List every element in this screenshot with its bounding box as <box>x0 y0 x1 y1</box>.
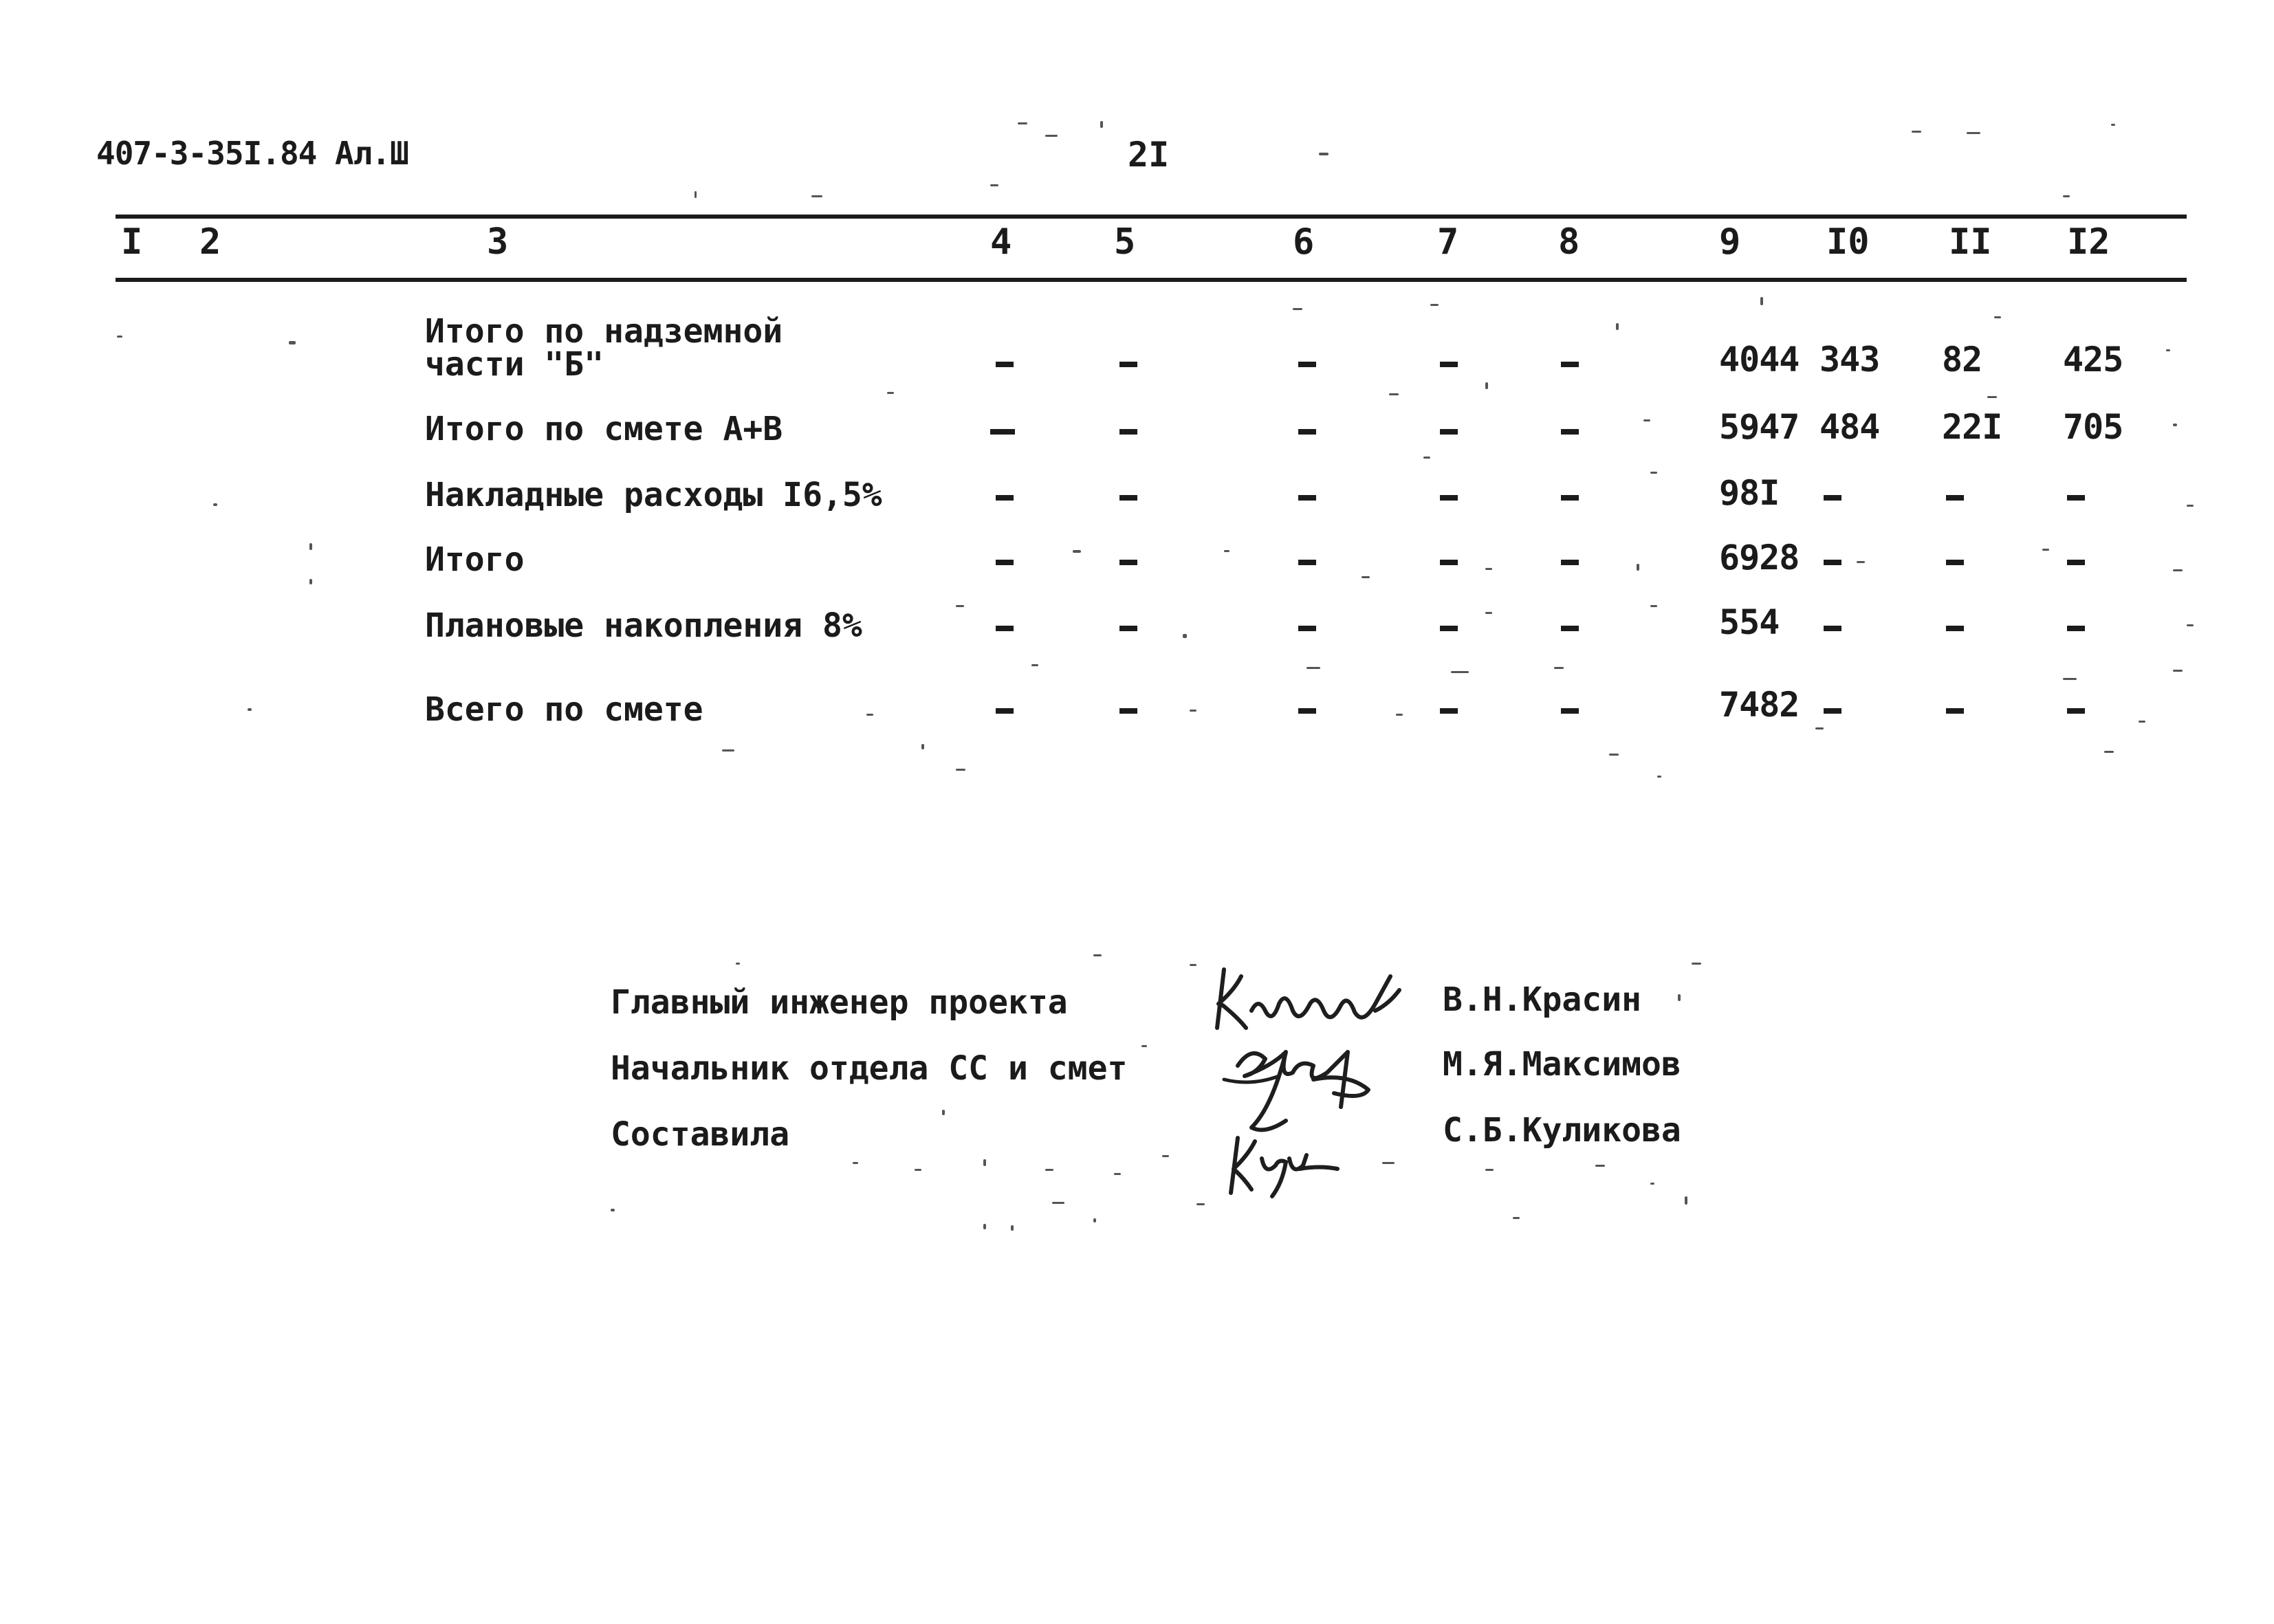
scan-speck <box>1114 1173 1121 1175</box>
scan-speck <box>983 1224 986 1229</box>
dash-cell <box>2067 495 2085 501</box>
scan-speck <box>990 184 998 186</box>
scan-speck <box>1857 561 1865 563</box>
scan-speck <box>1100 121 1103 128</box>
row-label: Накладные расходы I6,5% <box>425 476 882 514</box>
scan-speck <box>915 1169 921 1171</box>
scan-speck <box>1485 612 1492 614</box>
scan-speck <box>1190 964 1196 966</box>
dash-cell <box>1561 495 1579 501</box>
scan-speck <box>1011 1225 1014 1231</box>
dash-cell <box>1440 708 1458 714</box>
column-header-1: I <box>121 221 143 263</box>
scan-speck <box>942 1110 945 1115</box>
signature-kulikova <box>1224 1128 1348 1203</box>
scan-speck <box>1815 727 1824 729</box>
scan-speck <box>1513 1217 1520 1219</box>
row-label: Плановые накопления 8% <box>425 606 862 645</box>
scan-speck <box>1430 304 1439 306</box>
scan-speck <box>1967 132 1980 134</box>
scan-speck <box>2187 505 2194 507</box>
scan-speck <box>1912 131 1921 133</box>
dash-cell <box>1824 495 1841 501</box>
value-col12: 705 <box>2063 407 2123 447</box>
scan-speck <box>983 1159 986 1166</box>
dash-cell <box>1946 708 1964 714</box>
value-col9: 7482 <box>1719 685 1800 725</box>
dash-cell <box>1119 362 1137 367</box>
scan-speck <box>736 963 740 965</box>
dash-cell <box>1298 495 1316 501</box>
scan-speck <box>289 341 296 344</box>
scan-speck <box>2139 721 2145 723</box>
scan-speck <box>866 714 873 716</box>
value-col9: 4044 <box>1719 340 1800 380</box>
dash-cell <box>1298 362 1316 367</box>
scan-speck <box>2166 349 2170 351</box>
column-header-2: 2 <box>199 221 221 263</box>
scan-speck <box>921 744 924 749</box>
dash-cell <box>1440 560 1458 565</box>
row-label: Всего по смете <box>425 690 703 729</box>
scan-speck <box>1760 297 1763 305</box>
column-header-6: 6 <box>1293 221 1315 263</box>
scan-speck <box>1093 1218 1096 1222</box>
value-col11: 22I <box>1942 407 2002 447</box>
row-label: Итого по смете А+В <box>425 410 783 448</box>
scan-speck <box>1451 671 1469 673</box>
value-col9: 5947 <box>1719 407 1800 447</box>
column-header-11: II <box>1949 221 1992 263</box>
dash-cell <box>2067 626 2085 631</box>
scan-speck <box>1045 135 1058 137</box>
scan-speck <box>1141 1045 1147 1047</box>
dash-cell <box>996 362 1014 367</box>
row-label: Итого по надземной части "Б" <box>425 312 783 384</box>
scan-speck <box>1685 1196 1687 1205</box>
scan-speck <box>2104 751 2114 753</box>
scan-speck <box>2173 670 2183 672</box>
dash-cell <box>1440 626 1458 631</box>
scan-speck <box>1073 550 1081 553</box>
column-header-12: I2 <box>2067 221 2110 263</box>
scan-speck <box>1382 1162 1395 1164</box>
dash-cell <box>1119 626 1137 631</box>
scan-speck <box>1307 667 1320 669</box>
value-col9: 98I <box>1719 473 1780 513</box>
column-header-9: 9 <box>1719 221 1741 263</box>
scan-speck <box>1162 1155 1169 1157</box>
dash-cell <box>1946 560 1964 565</box>
scan-speck <box>956 769 965 771</box>
dash-cell <box>1440 429 1458 435</box>
dash-cell <box>996 708 1014 714</box>
scan-speck <box>611 1209 615 1211</box>
column-header-3: 3 <box>487 221 509 263</box>
scan-speck <box>1678 994 1681 1001</box>
scan-speck <box>1045 1169 1053 1171</box>
scan-speck <box>1994 316 2001 318</box>
dash-cell <box>2067 560 2085 565</box>
scan-speck <box>1224 550 1229 552</box>
scan-speck <box>1031 664 1038 666</box>
dash-cell <box>1824 626 1841 631</box>
signer-title: Составила <box>611 1115 790 1154</box>
dash-cell <box>1119 708 1137 714</box>
scan-speck <box>1637 564 1639 571</box>
scan-speck <box>2173 569 2183 571</box>
scan-speck <box>1609 754 1619 756</box>
signer-title: Начальник отдела СС и смет <box>611 1049 1128 1088</box>
scan-speck <box>2063 195 2070 197</box>
scan-speck <box>309 543 312 550</box>
value-col9: 6928 <box>1719 538 1800 578</box>
dash-cell <box>1440 495 1458 501</box>
scan-speck <box>1616 323 1619 330</box>
dash-cell <box>990 429 1015 435</box>
value-col9: 554 <box>1719 602 1780 642</box>
scan-speck <box>1692 963 1701 965</box>
dash-cell <box>1946 495 1964 501</box>
dash-cell <box>1440 362 1458 367</box>
scan-speck <box>309 579 312 584</box>
scan-speck <box>2187 624 2194 626</box>
dash-cell <box>1561 560 1579 565</box>
dash-cell <box>1824 560 1841 565</box>
scan-speck <box>213 503 217 506</box>
column-header-4: 4 <box>990 221 1012 263</box>
scan-speck <box>1293 308 1302 310</box>
page-number: 2I <box>1128 135 1170 175</box>
dash-cell <box>996 560 1014 565</box>
column-header-7: 7 <box>1437 221 1459 263</box>
scan-speck <box>695 191 697 198</box>
scan-speck <box>248 708 252 711</box>
scan-speck <box>1052 1202 1064 1204</box>
signer-name: С.Б.Куликова <box>1443 1111 1681 1150</box>
scan-speck <box>1190 710 1196 712</box>
dash-cell <box>1824 708 1841 714</box>
scan-speck <box>1183 634 1187 638</box>
dash-cell <box>1561 429 1579 435</box>
scan-speck <box>2111 124 2115 126</box>
scan-speck <box>1018 122 1027 124</box>
signer-title: Главный инженер проекта <box>611 983 1068 1022</box>
scan-speck <box>1389 393 1399 395</box>
dash-cell <box>1561 626 1579 631</box>
dash-cell <box>1119 560 1137 565</box>
signer-name: В.Н.Красин <box>1443 980 1641 1019</box>
scan-speck <box>1650 605 1657 607</box>
scan-speck <box>1093 954 1102 956</box>
scan-speck <box>1196 1203 1205 1205</box>
document-code: 407-3-35I.84 Ал.Ш <box>96 135 408 172</box>
dash-cell <box>1298 708 1316 714</box>
dash-cell <box>1119 429 1137 435</box>
scan-speck <box>2063 678 2077 680</box>
scan-speck <box>1595 1165 1605 1167</box>
dash-cell <box>2067 708 2085 714</box>
scan-speck <box>1396 714 1403 716</box>
scan-speck <box>117 336 122 338</box>
table-top-rule <box>116 215 2187 219</box>
dash-cell <box>1298 429 1316 435</box>
scan-speck <box>722 749 734 751</box>
scan-speck <box>1485 382 1488 389</box>
dash-cell <box>1298 560 1316 565</box>
dash-cell <box>1298 626 1316 631</box>
value-col10: 484 <box>1819 407 1880 447</box>
column-header-8: 8 <box>1558 221 1580 263</box>
scan-speck <box>1657 776 1661 778</box>
signer-name: М.Я.Максимов <box>1443 1045 1681 1084</box>
scan-speck <box>2173 424 2177 426</box>
dash-cell <box>1561 708 1579 714</box>
scan-speck <box>956 605 964 607</box>
dash-cell <box>1946 626 1964 631</box>
scan-speck <box>853 1162 858 1164</box>
dash-cell <box>996 626 1014 631</box>
value-col10: 343 <box>1819 340 1880 380</box>
scan-speck <box>1650 1183 1654 1185</box>
scan-speck <box>811 195 822 197</box>
scan-speck <box>1362 576 1370 578</box>
scan-speck <box>1987 396 1997 398</box>
scan-speck <box>1423 457 1430 459</box>
column-header-10: I0 <box>1826 221 1870 263</box>
row-label: Итого <box>425 540 525 579</box>
dash-cell <box>1561 362 1579 367</box>
scan-speck <box>1485 1169 1494 1171</box>
dash-cell <box>996 495 1014 501</box>
scan-speck <box>1554 667 1564 669</box>
scan-speck <box>1485 568 1492 570</box>
scan-speck <box>887 392 894 394</box>
value-col11: 82 <box>1942 340 1982 380</box>
scan-speck <box>1650 472 1657 474</box>
scan-speck <box>2042 549 2049 551</box>
dash-cell <box>1119 495 1137 501</box>
value-col12: 425 <box>2063 340 2123 380</box>
table-header-rule <box>116 278 2187 282</box>
scan-speck <box>1319 153 1329 155</box>
column-header-5: 5 <box>1114 221 1136 263</box>
scan-speck <box>1643 419 1650 421</box>
